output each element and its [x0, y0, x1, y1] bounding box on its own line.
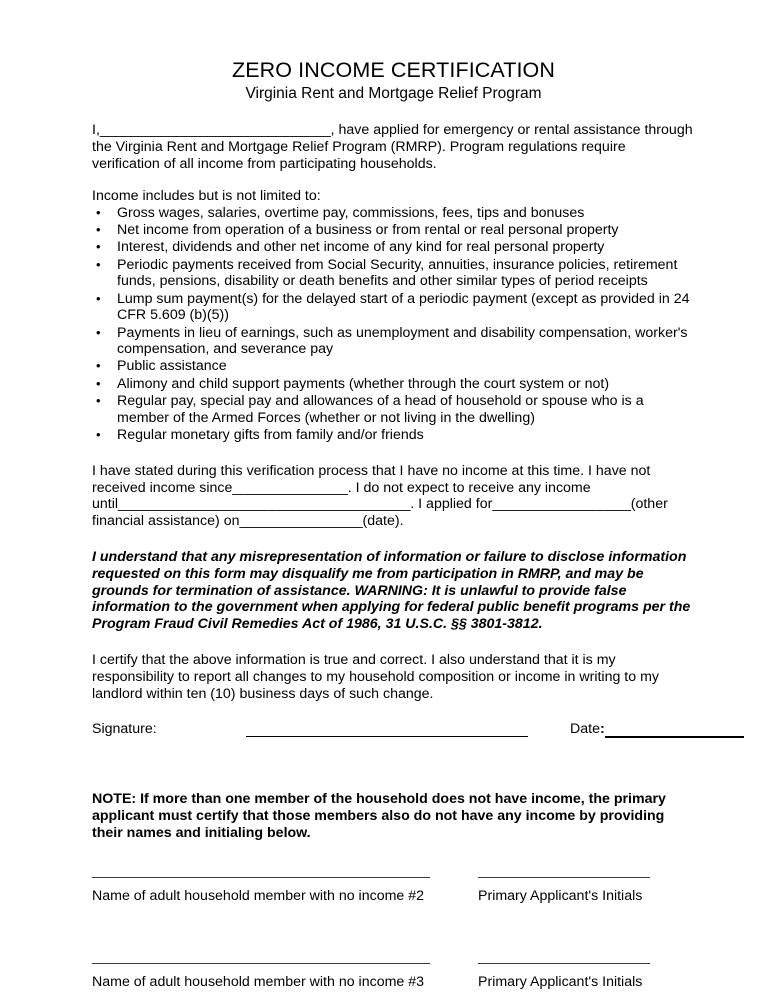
statement-part-3: . I applied for	[410, 496, 493, 513]
bullet-icon: •	[96, 392, 101, 408]
list-item	[92, 376, 695, 393]
income-until-blank[interactable]: ______________________________________	[118, 496, 411, 513]
signature-label: Signature:	[92, 721, 157, 738]
bullet-icon: •	[96, 290, 101, 306]
spacer	[92, 530, 695, 549]
spacer	[92, 702, 695, 719]
list-item-label: Gross wages, salaries, overtime pay, commissions, fees, tips and bonuses	[117, 205, 585, 222]
list-item	[92, 239, 695, 256]
note-paragraph: NOTE: If more than one member of the household does not have income, the primary applicant must certify that those members also do not have any income by providing their names and initialing below.	[92, 791, 666, 842]
member-name-input[interactable]	[92, 877, 430, 878]
list-item	[92, 291, 695, 324]
list-item-label: Regular monetary gifts from family and/or friends	[117, 426, 424, 443]
list-item	[92, 222, 695, 239]
member-name-caption: Name of adult household member with no income #2	[92, 888, 425, 905]
applicant-initials-caption: Primary Applicant's Initials	[478, 974, 643, 991]
applicant-name-blank[interactable]: ______________________________	[99, 122, 331, 139]
spacer	[92, 917, 695, 963]
bullet-icon: •	[96, 358, 101, 374]
spacer	[92, 745, 695, 791]
applicant-initials-input[interactable]	[478, 963, 650, 964]
list-item	[92, 393, 695, 426]
income-list-heading: Income includes but is not limited to:	[92, 188, 321, 205]
page-title: ZERO INCOME CERTIFICATION	[231, 58, 555, 82]
spacer	[92, 842, 695, 877]
statement-paragraph	[92, 463, 695, 530]
intro-lead-in: I,	[92, 122, 100, 139]
household-member-row	[92, 877, 695, 917]
list-item-label: Alimony and child support payments (whether through the court system or not)	[117, 375, 610, 392]
household-member-row	[92, 963, 695, 994]
warning-paragraph: I understand that any misrepresentation of information or failure to disclose information requested on this form may disqualify me from participation in RMRP, and may be grounds for termination of assistance. WARNING: It is unlawful to provide false information to the government when applying for federal public benefit programs per the Program Fraud Civil Remedies Act of 1986, 31 U.S.C. §§ 3801-3812.	[92, 548, 691, 633]
spacer	[92, 172, 695, 188]
list-item	[92, 358, 695, 375]
statement-part-1: I have stated during this verification process that I have no income at this time. I have not received income since	[92, 462, 651, 496]
bullet-icon: •	[96, 205, 101, 221]
applicant-initials-input[interactable]	[478, 877, 650, 878]
list-item	[92, 325, 695, 358]
list-item-label: Public assistance	[117, 358, 227, 375]
statement-part-5: (date).	[362, 513, 404, 530]
date-input[interactable]	[605, 736, 744, 738]
statement-part-4: (other financial assistance) on	[92, 496, 668, 530]
title-block	[92, 0, 695, 104]
list-item-label: Regular pay, special pay and allowances of a head of household or spouse who is a member of the Armed Forces (whether or not living in the dwelling)	[117, 392, 644, 426]
income-since-blank[interactable]: _______________	[232, 479, 348, 496]
bullet-icon: •	[96, 375, 101, 391]
bullet-icon: •	[96, 239, 101, 255]
spacer	[92, 444, 695, 463]
applied-date-blank[interactable]: ________________	[239, 513, 363, 530]
bullet-icon: •	[96, 256, 101, 272]
bullet-icon: •	[96, 324, 101, 340]
page-subtitle: Virginia Rent and Mortgage Relief Program	[245, 85, 542, 103]
signature-row	[92, 719, 695, 745]
document-body	[92, 0, 695, 994]
spacer	[92, 633, 695, 652]
date-label-colon: :	[599, 721, 605, 738]
applicant-initials-caption: Primary Applicant's Initials	[478, 888, 643, 905]
list-item-label: Net income from operation of a business or from rental or real personal property	[117, 222, 619, 239]
list-item-label: Lump sum payment(s) for the delayed start of a periodic payment (except as provided in 24 CFR 5.609 (b)(5))	[117, 290, 690, 324]
spacer	[92, 104, 695, 122]
applied-for-blank[interactable]: __________________	[492, 496, 631, 513]
statement-part-2: . I do not expect to receive any income until	[92, 479, 591, 513]
bullet-icon: •	[96, 222, 101, 238]
intro-paragraph	[92, 122, 695, 172]
bullet-icon: •	[96, 426, 101, 442]
certification-paragraph: I certify that the above information is true and correct. I also understand that it is my responsibility to report all changes to my household composition or income in writing to my landlord within ten (10) business days of such change.	[92, 652, 659, 702]
date-label	[570, 719, 605, 739]
date-label-text: Date	[570, 721, 600, 738]
list-item-label: Periodic payments received from Social Security, annuities, insurance policies, retirement funds, pensions, disability or death benefits and other similar types of period receipts	[117, 256, 678, 290]
list-item	[92, 205, 695, 222]
member-name-caption: Name of adult household member with no income #3	[92, 974, 425, 991]
intro-text: , have applied for emergency or rental assistance through the Virginia Rent and Mortgage Relief Program (RMRP). Program regulations require verification of all income from participating households.	[92, 122, 693, 172]
list-item-label: Interest, dividends and other net income of any kind for real personal property	[117, 239, 605, 256]
list-item	[92, 257, 695, 290]
signature-input[interactable]	[246, 736, 528, 737]
list-item	[92, 427, 695, 444]
member-name-input[interactable]	[92, 963, 430, 964]
income-list	[92, 205, 695, 443]
list-item-label: Payments in lieu of earnings, such as unemployment and disability compensation, worker's compensation, and severance pay	[117, 324, 688, 358]
